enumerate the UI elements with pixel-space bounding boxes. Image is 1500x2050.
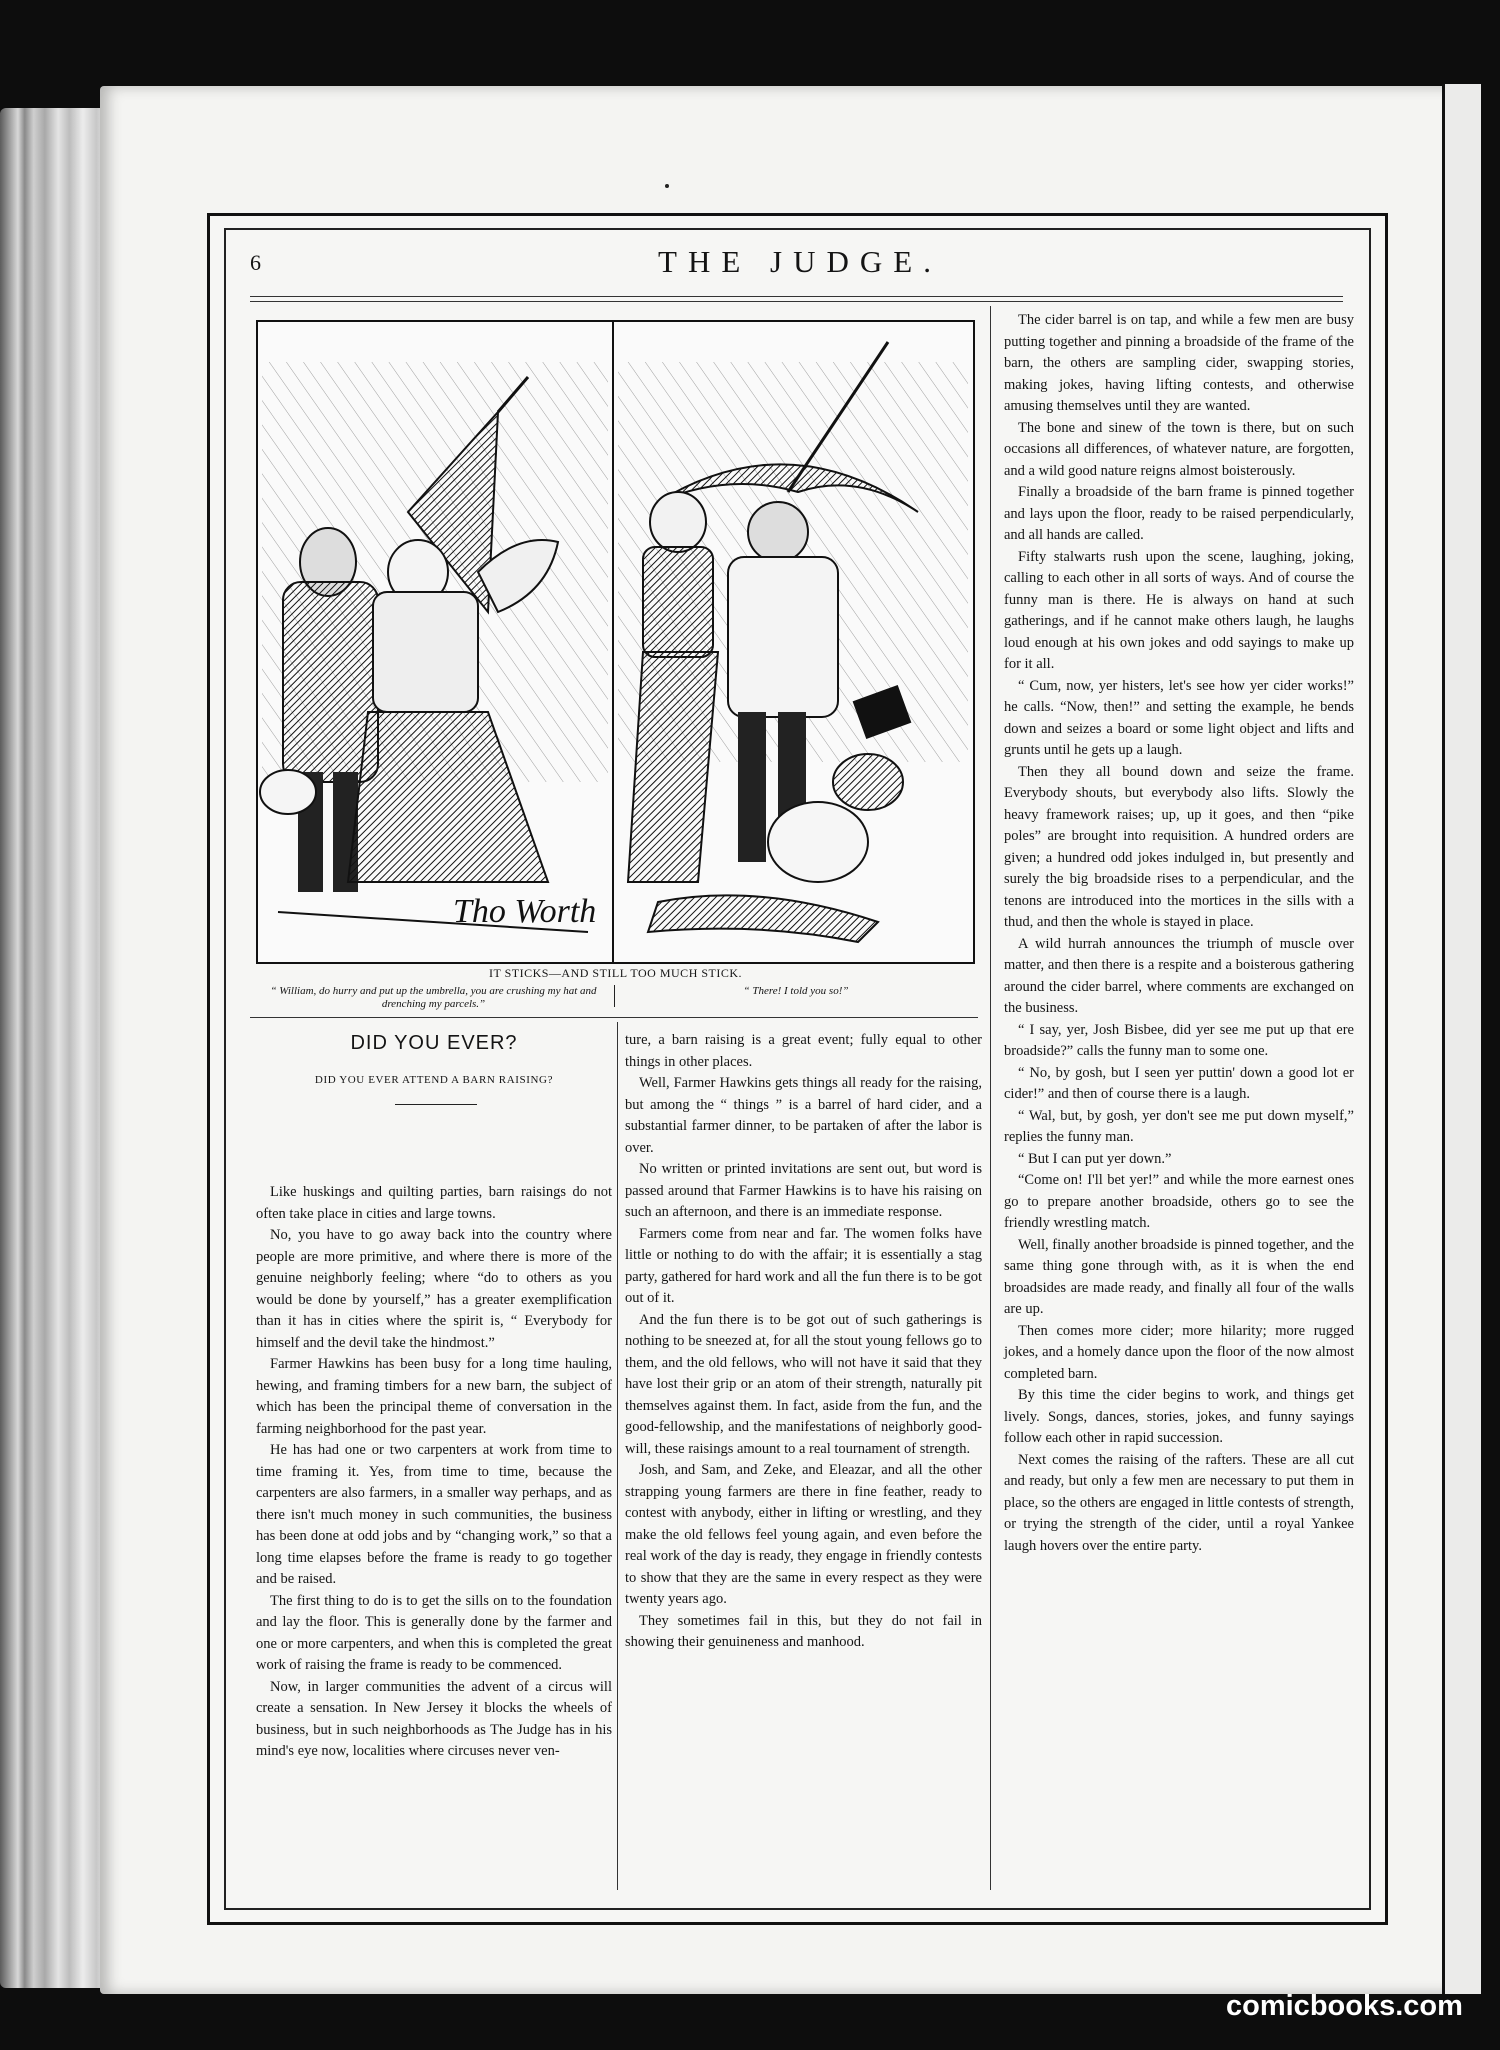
paragraph: ture, a barn raising is a great event; fully equal to other things in other places. xyxy=(625,1032,982,1070)
cartoon-drawing xyxy=(258,322,973,962)
paragraph: The cider barrel is on tap, and while a few men are busy putting together and pinning a broadside of the frame of the barn, the others are sampling cider, swapping stories, making jokes, having lifting contests, and otherwise amusing themselves until they are wanted. xyxy=(1004,312,1354,414)
paragraph: Farmer Hawkins has been busy for a long time hauling, hewing, and framing timbers for a new barn, the subject of which has been the principal theme of conversation in the farming neighborhood for the past year. xyxy=(256,1356,612,1437)
caption-divider xyxy=(614,985,615,1007)
article-column-2 xyxy=(625,1030,982,1654)
cartoon-illustration xyxy=(256,320,975,964)
masthead-rule-thin xyxy=(250,301,1343,302)
article-column-3 xyxy=(1004,310,1354,1557)
paragraph: He has had one or two carpenters at work from time to time framing it. Yes, from time to time, because the carpenters are also farmers, in a smaller way perhaps, and as there isn't much money in such communities, the business has been done at odd jobs and by “changing work,” so that a long time elapses before the frame is ready to go together and be raised. xyxy=(256,1442,612,1587)
subtitle-rule xyxy=(395,1104,477,1105)
column-divider-1 xyxy=(617,1022,618,1890)
artist-signature: Tho Worth xyxy=(453,893,597,930)
paragraph: A wild hurrah announces the triumph of muscle over matter, and then there is a respite and a boisterous gathering around the cider barrel, where comments are exchanged on the business. xyxy=(1004,935,1354,1016)
paragraph: “ Wal, but, by gosh, yer don't see me put down myself,” replies the funny man. xyxy=(1004,1107,1354,1145)
paragraph: The bone and sinew of the town is there, but on such occasions all differences, of whatever nature, are forgotten, and a wild good nature reigns almost boisterously. xyxy=(1004,419,1354,479)
watermark: comicbooks.com xyxy=(1226,1990,1463,2022)
masthead-rule xyxy=(250,296,1343,297)
paragraph: “ But I can put yer down.” xyxy=(1018,1150,1172,1167)
paragraph: “ Cum, now, yer histers, let's see how yer cider works!” he calls. “Now, then!” and setting the example, he bends down and seizes a board or some light object and lifts and grunts until he gets up a laugh. xyxy=(1004,677,1354,758)
book-page-edges xyxy=(0,108,112,1988)
paragraph: “Come on! I'll bet yer!” and while the more earnest ones go to prepare another broadside, others go to see the friendly wrestling match. xyxy=(1004,1172,1354,1231)
paragraph: Then comes more cider; more hilarity; more rugged jokes, and a homely dance upon the floor of the now almost completed barn. xyxy=(1004,1322,1354,1382)
paragraph: Josh, and Sam, and Zeke, and Eleazar, and all the other strapping young farmers are there in fine feather, ready to contest with anybody, either in lifting or wrestling, and they make the old fellows feel young again, and even before the real work of the day is ready, they engage in friendly contests to show that they are the same in every respect as they were twenty years ago. xyxy=(625,1462,982,1607)
paragraph: “ I say, yer, Josh Bisbee, did yer see me put up that ere broadside?” calls the funny man to some one. xyxy=(1004,1021,1354,1059)
column-divider-2 xyxy=(990,306,991,1890)
paragraph: Now, in larger communities the advent of a circus will create a sensation. In New Jersey it blocks the wheels of business, but in such neighborhoods as The Judge has in his mind's eye now, localities where circuses never ven- xyxy=(256,1678,612,1759)
paragraph: “ No, by gosh, but I seen yer puttin' down a good lot er cider!” and then of course there is a laugh. xyxy=(1004,1064,1354,1102)
cartoon-title: IT STICKS—AND STILL TOO MUCH STICK. xyxy=(488,966,743,980)
paragraph: Fifty stalwarts rush upon the scene, laughing, joking, calling to each other in all sorts of ways. And of course the funny man is there. He is always on hand at such gatherings, and if he cannot make others laugh, he laughs loud enough at his own jokes and odd sayings to make up for it all. xyxy=(1004,548,1354,672)
cartoon-caption-left: “ William, do hurry and put up the umbrella, you are crushing my hat and drenching my parcels.” xyxy=(270,985,597,1010)
paragraph: Next comes the raising of the rafters. These are all cut and ready, but only a few men are necessary to put them in place, so the others are engaged in little contests of strength, or trying the strength of the cider, until a royal Yankee laugh hovers over the entire party. xyxy=(1004,1451,1354,1554)
cartoon-bottom-rule xyxy=(250,1017,978,1018)
paragraph: They sometimes fail in this, but they do not fail in showing their genuineness and manhood. xyxy=(625,1612,982,1650)
facing-page-edge xyxy=(1442,84,1481,1994)
paragraph: The first thing to do is to get the sills on to the foundation and lay the floor. This is generally done by the farmer and one or more carpenters, and when this is completed the great work of raising the frame is ready to be commenced. xyxy=(256,1592,612,1673)
cartoon-caption-right: “ There! I told you so!” xyxy=(743,985,849,997)
paragraph: Then they all bound down and seize the frame. Everybody shouts, but everybody also lifts. Slowly the heavy framework raises; up, up it goes, and then “pike poles” are brought into requisition. A hundred orders are given; a hundred odd jokes indulged in, but presently and surely the big broadside rises to a perpendicular, and the tenons are introduced into the mortices in the sills with a thud, and then the whole is stayed in place. xyxy=(1004,763,1354,930)
article-subtitle: DID YOU EVER ATTEND A BARN RAISING? xyxy=(314,1074,554,1086)
masthead-title: THE JUDGE. xyxy=(658,244,942,279)
paragraph: No written or printed invitations are sent out, but word is passed around that Farmer Hawkins is to have his raising on such an afternoon, and there is an immediate response. xyxy=(625,1161,982,1220)
print-speck xyxy=(665,184,669,188)
paragraph: Finally a broadside of the barn frame is pinned together and lays upon the floor, ready to be raised perpendicularly, and all hands are called. xyxy=(1004,484,1354,543)
paragraph: Farmers come from near and far. The women folks have little or nothing to do with the affair; it is essentially a stag party, gathered for hard work and all the fun there is to be got out of it. xyxy=(625,1225,982,1306)
paragraph: Well, finally another broadside is pinned together, and the same thing gone through with, as it is when the end broadsides are made ready, and finally all four of the walls are up. xyxy=(1004,1236,1354,1317)
paragraph: No, you have to go away back into the country where people are more primitive, and where there is more of the genuine neighborly feeling; where “do to others as you would be done by yourself,” has a greater exemplification than it has in cities where the spirit is, “ Everybody for himself and the devil take the hindmost.” xyxy=(256,1227,612,1351)
paragraph: And the fun there is to be got out of such gatherings is nothing to be sneezed at, for all the stout young fellows go to them, and the old fellows, who will not have it said that they have lost their grip or an atom of their strength, naturally pit themselves against them. In fact, aside from the fun, and the good-fellowship, and the manifestations of neighborly good-will, these raisings amount to a real tournament of strength. xyxy=(625,1311,982,1457)
article-column-1 xyxy=(256,1182,612,1763)
paragraph: Like huskings and quilting parties, barn raisings do not often take place in cities and large towns. xyxy=(256,1184,612,1222)
article-title: DID YOU EVER? xyxy=(350,1032,518,1054)
page-number: 6 xyxy=(250,250,261,275)
paragraph: By this time the cider begins to work, and things get lively. Songs, dances, stories, jokes, and funny sayings follow each other in rapid succession. xyxy=(1004,1387,1354,1446)
paragraph: Well, Farmer Hawkins gets things all ready for the raising, but among the “ things ” is a barrel of hard cider, and a substantial farmer dinner, to be partaken of after the labor is over. xyxy=(625,1075,982,1156)
